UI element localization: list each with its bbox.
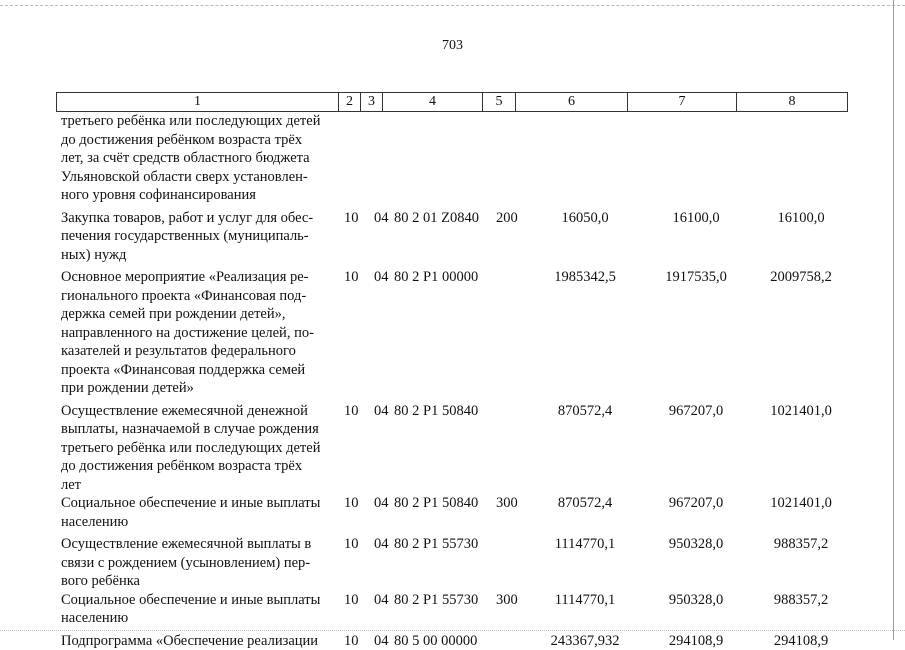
amount-col-8: 2009758,2 <box>751 268 851 287</box>
amount-col-6: 243367,932 <box>529 632 641 650</box>
target-article-code: 80 5 00 00000 <box>388 632 491 650</box>
row-description <box>61 591 338 628</box>
row-description <box>61 632 338 650</box>
row-description <box>61 209 338 265</box>
description-line: связи с рождением (усыновлением) пер- <box>61 554 338 573</box>
description-line: лет <box>61 476 338 495</box>
description-line: гионального проекта «Финансовая под- <box>61 287 338 306</box>
row-description <box>61 112 338 205</box>
header-cell-8: 8 <box>737 93 847 111</box>
header-cell-7: 7 <box>628 93 737 111</box>
section-code: 10 <box>338 632 368 650</box>
description-line: Социальное обеспечение и иные выплаты <box>61 494 338 513</box>
amount-col-8: 988357,2 <box>751 591 851 610</box>
description-line: Основное мероприятие «Реализация ре- <box>61 268 338 287</box>
amount-col-8: 988357,2 <box>751 535 851 554</box>
header-cell-6: 6 <box>516 93 628 111</box>
amount-col-7: 950328,0 <box>641 591 751 610</box>
expense-type-code: 200 <box>491 209 529 228</box>
description-line: Ульяновской области сверх установлен- <box>61 168 338 187</box>
description-line: до достижения ребёнком возраста трёх <box>61 457 338 476</box>
description-line: ных) нужд <box>61 246 338 265</box>
header-cell-5: 5 <box>483 93 516 111</box>
description-line: казателей и результатов федерального <box>61 342 338 361</box>
amount-col-7: 967207,0 <box>641 494 751 513</box>
scan-edge-top <box>0 5 905 6</box>
table-row <box>61 494 851 531</box>
header-cell-4: 4 <box>383 93 483 111</box>
amount-col-7: 1917535,0 <box>641 268 751 287</box>
table-header <box>56 92 848 112</box>
section-code: 10 <box>338 494 368 513</box>
description-line: лет, за счёт средств областного бюджета <box>61 149 338 168</box>
description-line: третьего ребёнка или последующих детей <box>61 112 338 131</box>
header-cell-1: 1 <box>57 93 339 111</box>
expense-type-code: 300 <box>491 591 529 610</box>
amount-col-7: 16100,0 <box>641 209 751 228</box>
description-line: Закупка товаров, работ и услуг для обес- <box>61 209 338 228</box>
row-description <box>61 535 338 591</box>
subsection-code: 04 <box>368 591 388 610</box>
amount-col-6: 1114770,1 <box>529 535 641 554</box>
amount-col-8: 16100,0 <box>751 209 851 228</box>
description-line: ного уровня софинансирования <box>61 186 338 205</box>
target-article-code: 80 2 01 Z0840 <box>388 209 491 228</box>
section-code: 10 <box>338 535 368 554</box>
table-row <box>61 402 851 495</box>
subsection-code: 04 <box>368 268 388 287</box>
table-row <box>61 268 851 398</box>
description-line: вого ребёнка <box>61 572 338 591</box>
target-article-code: 80 2 P1 55730 <box>388 591 491 610</box>
description-line: при рождении детей» <box>61 379 338 398</box>
table-row <box>61 591 851 628</box>
budget-table-body <box>61 112 851 650</box>
table-row <box>61 209 851 265</box>
expense-type-code: 300 <box>491 494 529 513</box>
description-line: выплаты, назначаемой в случае рождения <box>61 420 338 439</box>
description-line: населению <box>61 609 338 628</box>
row-description <box>61 268 338 398</box>
table-row <box>61 112 851 205</box>
description-line: третьего ребёнка или последующих детей <box>61 439 338 458</box>
description-line: проекта «Финансовая поддержка семей <box>61 361 338 380</box>
row-description <box>61 494 338 531</box>
target-article-code: 80 2 P1 00000 <box>388 268 491 287</box>
section-code: 10 <box>338 402 368 421</box>
amount-col-7: 967207,0 <box>641 402 751 421</box>
description-line: печения государственных (муниципаль- <box>61 227 338 246</box>
table-row <box>61 632 851 650</box>
subsection-code: 04 <box>368 209 388 228</box>
amount-col-8: 1021401,0 <box>751 402 851 421</box>
subsection-code: 04 <box>368 535 388 554</box>
description-line: Осуществление ежемесячной денежной <box>61 402 338 421</box>
target-article-code: 80 2 P1 55730 <box>388 535 491 554</box>
target-article-code: 80 2 P1 50840 <box>388 402 491 421</box>
section-code: 10 <box>338 591 368 610</box>
amount-col-7: 294108,9 <box>641 632 751 650</box>
amount-col-6: 870572,4 <box>529 402 641 421</box>
description-line: до достижения ребёнком возраста трёх <box>61 131 338 150</box>
description-line: направленного на достижение целей, по- <box>61 324 338 343</box>
description-line: Подпрограмма «Обеспечение реализации <box>61 632 338 650</box>
row-description <box>61 402 338 495</box>
amount-col-8: 294108,9 <box>751 632 851 650</box>
header-cell-3: 3 <box>361 93 383 111</box>
description-line: Осуществление ежемесячной выплаты в <box>61 535 338 554</box>
description-line: населению <box>61 513 338 532</box>
header-cell-2: 2 <box>339 93 361 111</box>
section-code: 10 <box>338 209 368 228</box>
page-number: 703 <box>0 38 905 54</box>
subsection-code: 04 <box>368 402 388 421</box>
scan-edge-right <box>893 0 894 640</box>
section-code: 10 <box>338 268 368 287</box>
description-line: Социальное обеспечение и иные выплаты <box>61 591 338 610</box>
subsection-code: 04 <box>368 494 388 513</box>
amount-col-7: 950328,0 <box>641 535 751 554</box>
subsection-code: 04 <box>368 632 388 650</box>
amount-col-6: 870572,4 <box>529 494 641 513</box>
target-article-code: 80 2 P1 50840 <box>388 494 491 513</box>
amount-col-6: 1985342,5 <box>529 268 641 287</box>
amount-col-6: 16050,0 <box>529 209 641 228</box>
amount-col-8: 1021401,0 <box>751 494 851 513</box>
table-row <box>61 535 851 591</box>
amount-col-6: 1114770,1 <box>529 591 641 610</box>
description-line: держка семей при рождении детей», <box>61 305 338 324</box>
